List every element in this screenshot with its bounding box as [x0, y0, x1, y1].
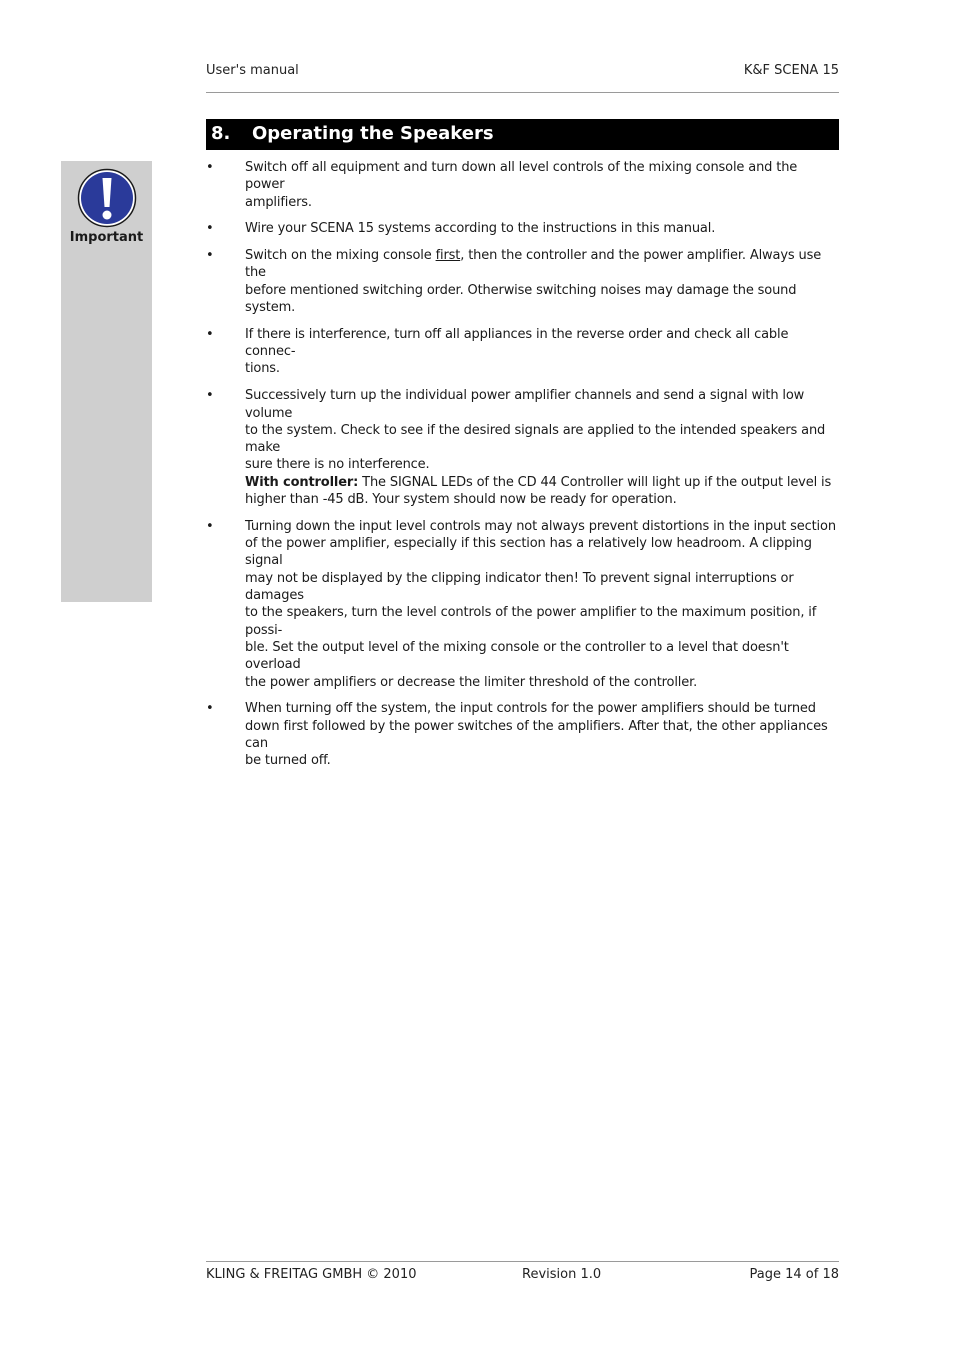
header-doc-type: User's manual [206, 63, 299, 78]
bold-lead: With controller: [245, 474, 359, 490]
bullet-marker: • [206, 248, 214, 264]
text-run: Switch on the mixing console [245, 248, 436, 264]
section-title: Operating the Speakers [252, 123, 494, 144]
text-run: Successively turn up the individual power amplifier channels and send a signal with low volume to the system. Check to see if the desired signals are applied to the intended speakers and make sure there is no interference. [245, 388, 826, 473]
list-item [206, 220, 840, 237]
list-item [206, 159, 840, 211]
underlined-word: first [435, 248, 461, 264]
list-item-text [245, 247, 840, 316]
list-item-text [245, 387, 840, 508]
footer-revision: Revision 1.0 [522, 1267, 602, 1282]
list-item [206, 247, 840, 316]
bullet-marker: • [206, 518, 214, 534]
header-product-name: K&F SCENA 15 [743, 63, 839, 78]
list-item-text: When turning off the system, the input controls for the power amplifiers should be turned down first followed by the power switches of the amplifiers. After that, the other appliances can be turned off. [245, 701, 828, 769]
section-number: 8. [211, 123, 231, 144]
list-item [206, 387, 840, 508]
list-item-text: Switch off all equipment and turn down all level controls of the mixing console and the power amplifiers. [245, 160, 798, 210]
list-item [206, 700, 840, 769]
text-run: The SIGNAL LEDs of the CD 44 Controller will light up if the output level is higher than -45 dB. Your system should now be ready for operation. [245, 474, 832, 508]
instruction-list [206, 159, 840, 779]
bullet-marker: • [206, 160, 214, 175]
bullet-marker: • [206, 388, 214, 404]
list-item [206, 326, 840, 378]
page-header [206, 62, 839, 93]
page-footer [206, 1261, 839, 1286]
list-item-text: Wire your SCENA 15 systems according to the instructions in this manual. [245, 221, 716, 237]
list-item [206, 518, 840, 691]
bullet-marker: • [206, 326, 214, 342]
important-sidebar [61, 161, 152, 602]
bullet-marker: • [206, 221, 214, 237]
list-item-text: Turning down the input level controls may not always prevent distortions in the input section of the power amplifier, especially if this section has a relatively low headroom. A clipping signal may not be displayed by the clipping indicator then! To prevent signal interruptions or damages to the speakers, turn the level controls of the power amplifier to the maximum position, if possi- ble. Set the output level of the mixing console or the controller to a level that doesn't overload the power amplifiers or decrease the limiter threshold of the controller. [245, 518, 836, 690]
text-run: , then the controller and the power amplifier. Always use the before mentioned switching order. Otherwise switching noises may damage the sound system. [245, 248, 822, 316]
section-heading [206, 119, 839, 150]
footer-page-number: Page 14 of 18 [749, 1267, 839, 1282]
list-item-text: If there is interference, turn off all appliances in the reverse order and check all cable connec- tions. [245, 326, 789, 377]
important-label: Important [69, 230, 144, 245]
footer-copyright: KLING & FREITAG GMBH © 2010 [206, 1267, 417, 1282]
bullet-marker: • [206, 701, 214, 717]
exclamation-icon [77, 168, 137, 228]
